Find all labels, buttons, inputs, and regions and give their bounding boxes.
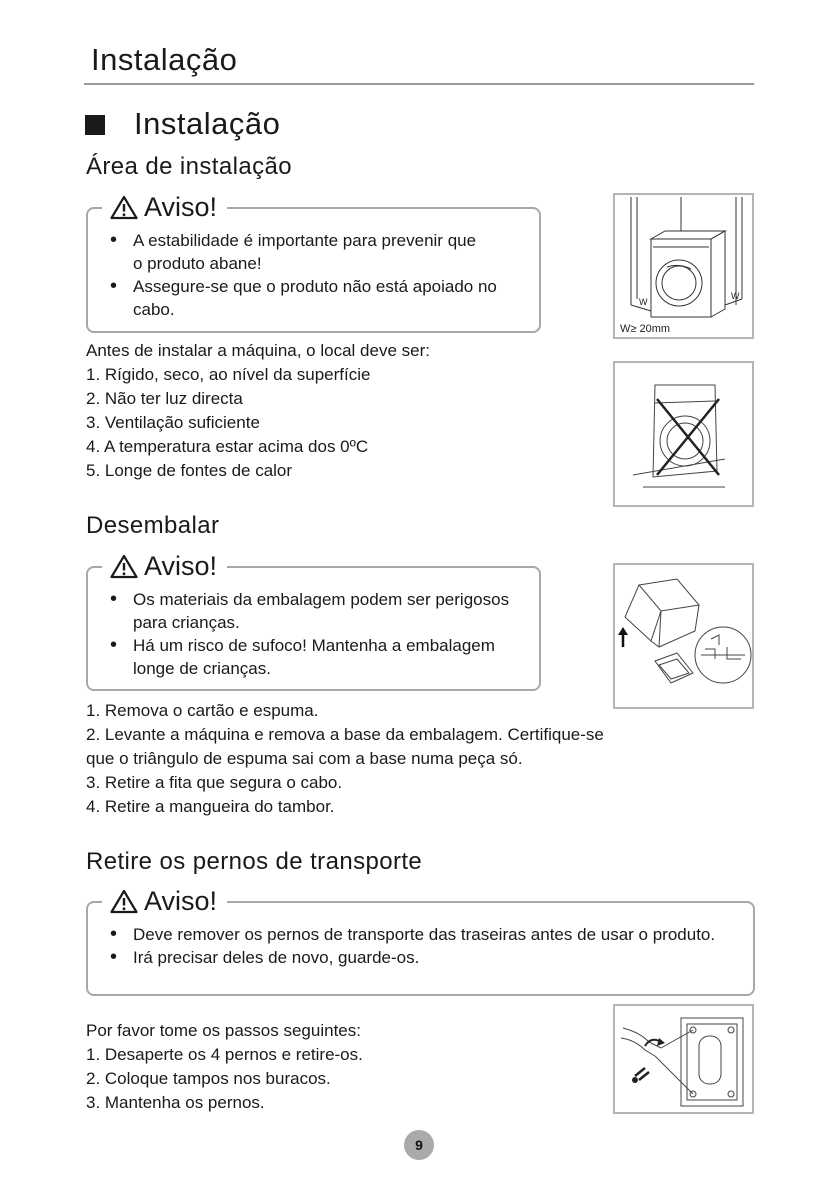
list-item: 5. Longe de fontes de calor <box>86 461 293 480</box>
washer-not-level-illustration <box>615 363 752 505</box>
bolts-figure <box>613 1004 754 1114</box>
width-label-right: W <box>731 291 740 301</box>
transport-bolts-illustration <box>615 1006 752 1112</box>
clearance-figure <box>613 193 754 339</box>
area-warning-box <box>86 207 541 333</box>
page-number-badge: 9 <box>404 1130 434 1160</box>
bolts-warning-list <box>110 923 750 969</box>
list-item: 1. Desaperte os 4 pernos e retire-os. <box>86 1045 363 1064</box>
warning-icon <box>110 554 138 579</box>
list-item: 3. Ventilação suficiente <box>86 413 260 432</box>
list-item: • Assegure-se que o produto não está apoiado no cabo. <box>110 275 530 321</box>
width-label-left: W <box>639 297 648 307</box>
list-item: 3. Retire a fita que segura o cabo. <box>86 773 343 792</box>
area-heading: Área de instalação <box>86 153 292 180</box>
unpack-steps <box>86 699 604 819</box>
bolts-warning-header <box>102 886 227 917</box>
area-intro: Antes de instalar a máquina, o local deve ser: <box>86 341 430 360</box>
list-item: • A estabilidade é importante para prevenir que o produto abane! <box>110 229 530 275</box>
bolts-heading: Retire os pernos de transporte <box>86 848 423 875</box>
unpack-warning-header <box>102 551 227 582</box>
unpacking-figure <box>613 563 754 709</box>
unpack-warning-list <box>110 588 535 680</box>
list-item: 2. Coloque tampos nos buracos. <box>86 1069 331 1088</box>
list-item: 2. Levante a máquina e remova a base da embalagem. Certifique-se <box>86 725 604 744</box>
warning-title: Aviso! <box>144 192 218 222</box>
unpack-warning-box <box>86 566 541 691</box>
bolts-intro: Por favor tome os passos seguintes: <box>86 1021 361 1040</box>
list-item: 4. A temperatura estar acima dos 0ºC <box>86 437 369 456</box>
header-divider <box>84 83 754 85</box>
warning-title: Aviso! <box>144 551 218 581</box>
warning-icon <box>110 195 138 220</box>
area-warning-header <box>102 192 227 223</box>
list-item: 1. Rígido, seco, ao nível da superfície <box>86 365 371 384</box>
section-title: Instalação <box>134 106 281 141</box>
list-item: 4. Retire a mangueira do tambor. <box>86 797 335 816</box>
area-requirements <box>86 339 430 483</box>
washer-clearance-illustration <box>615 195 752 337</box>
warning-title: Aviso! <box>144 886 218 916</box>
unpacking-illustration <box>615 565 752 707</box>
list-item: • Os materiais da embalagem podem ser perigosos para crianças. <box>110 588 535 634</box>
list-item: • Irá precisar deles de novo, guarde-os. <box>110 946 750 969</box>
bolts-steps <box>86 1019 363 1115</box>
incline-figure <box>613 361 754 507</box>
list-item: • Deve remover os pernos de transporte das traseiras antes de usar o produto. <box>110 923 750 946</box>
list-item: que o triângulo de espuma sai com a base numa peça só. <box>86 749 523 768</box>
list-item: 1. Remova o cartão e espuma. <box>86 701 319 720</box>
clearance-label: W≥ 20mm <box>620 323 671 335</box>
warning-icon <box>110 889 138 914</box>
list-item: 2. Não ter luz directa <box>86 389 243 408</box>
list-item: 3. Mantenha os pernos. <box>86 1093 265 1112</box>
area-warning-list <box>110 229 530 321</box>
page-header-title: Instalação <box>91 42 238 77</box>
section-marker-icon <box>85 115 105 135</box>
unpack-heading: Desembalar <box>86 512 220 539</box>
list-item: • Há um risco de sufoco! Mantenha a embalagem longe de crianças. <box>110 634 535 680</box>
